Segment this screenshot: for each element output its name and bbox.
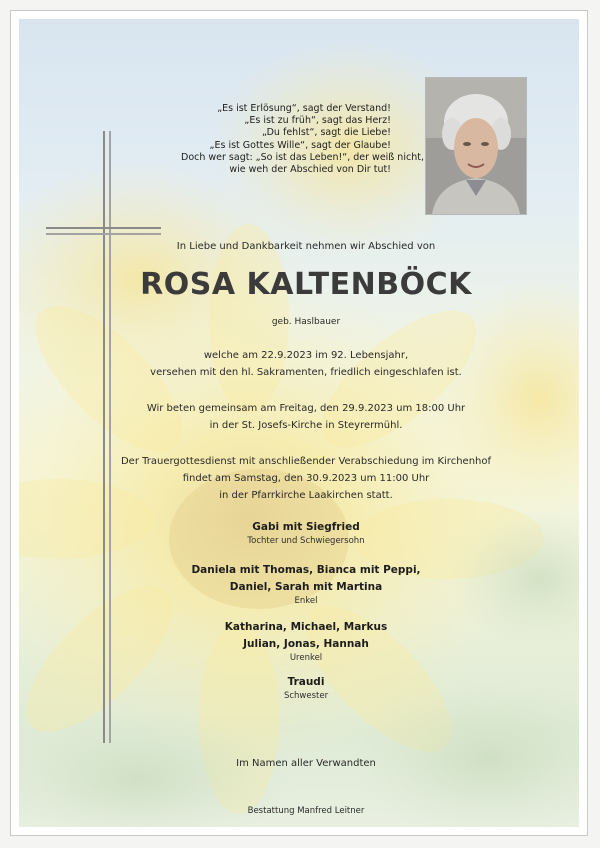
- mourner-group: [81, 619, 531, 664]
- mourner-names: Daniel, Sarah mit Martina: [229, 581, 383, 593]
- quote-line: „Es ist zu früh“, sagt das Herz!: [244, 115, 391, 127]
- mourner-group: [81, 674, 531, 702]
- quote-line: Doch wer sagt: „So ist das Leben!“, der weiß nicht,: [181, 151, 424, 163]
- prayer-line: Wir beten gemeinsam am Freitag, den 29.9.2023 um 18:00 Uhr: [146, 403, 466, 414]
- funeral-line: in der Pfarrkirche Laakirchen statt.: [219, 490, 393, 501]
- death-notice: [81, 347, 531, 381]
- quote-line: wie weh der Abschied von Dir tut!: [229, 164, 391, 176]
- mourner-group: [81, 562, 531, 607]
- prayer-notice: [81, 400, 531, 434]
- mourner-names: Traudi: [287, 676, 325, 688]
- mourner-group: [81, 519, 531, 547]
- parte-card: [10, 10, 588, 836]
- prayer-line: in der St. Josefs-Kirche in Steyrermühl.: [209, 420, 403, 431]
- funeral-notice: [81, 453, 531, 504]
- mourner-relation: Schwester: [283, 691, 329, 701]
- mourner-names: Gabi mit Siegfried: [252, 521, 360, 533]
- mourner-relation: Urenkel: [289, 653, 323, 663]
- death-line: versehen mit den hl. Sakramenten, friedlich eingeschlafen ist.: [150, 367, 462, 378]
- mourner-relation: Enkel: [294, 596, 318, 606]
- mourner-names: Katharina, Michael, Markus: [224, 621, 388, 633]
- deceased-name: ROSA KALTENBÖCK: [140, 267, 472, 302]
- portrait-photo: [425, 77, 527, 215]
- quote-line: „Es ist Gottes Wille“, sagt der Glaube!: [209, 139, 391, 151]
- mourner-names: Daniela mit Thomas, Bianca mit Peppi,: [191, 564, 421, 576]
- death-line: welche am 22.9.2023 im 92. Lebensjahr,: [203, 350, 409, 361]
- mourner-names: Julian, Jonas, Hannah: [243, 638, 369, 650]
- mourner-relation: Tochter und Schwiegersohn: [247, 536, 365, 546]
- portrait-image: [426, 78, 526, 214]
- undertaker-name: Bestattung Manfred Leitner: [247, 806, 365, 816]
- closing-line: Im Namen aller Verwandten: [236, 758, 376, 769]
- quote-line: „Es ist Erlösung“, sagt der Verstand!: [217, 103, 391, 114]
- funeral-line: Der Trauergottesdienst mit anschließender Verabschiedung im Kirchenhof: [120, 456, 492, 467]
- memorial-quote: [181, 103, 424, 176]
- funeral-line: findet am Samstag, den 30.9.2023 um 11:00 Uhr: [182, 473, 430, 484]
- quote-line: „Du fehlst“, sagt die Liebe!: [262, 127, 391, 139]
- intro-text: In Liebe und Dankbarkeit nehmen wir Abschied von: [176, 241, 436, 252]
- birth-name: geb. Haslbauer: [271, 317, 341, 327]
